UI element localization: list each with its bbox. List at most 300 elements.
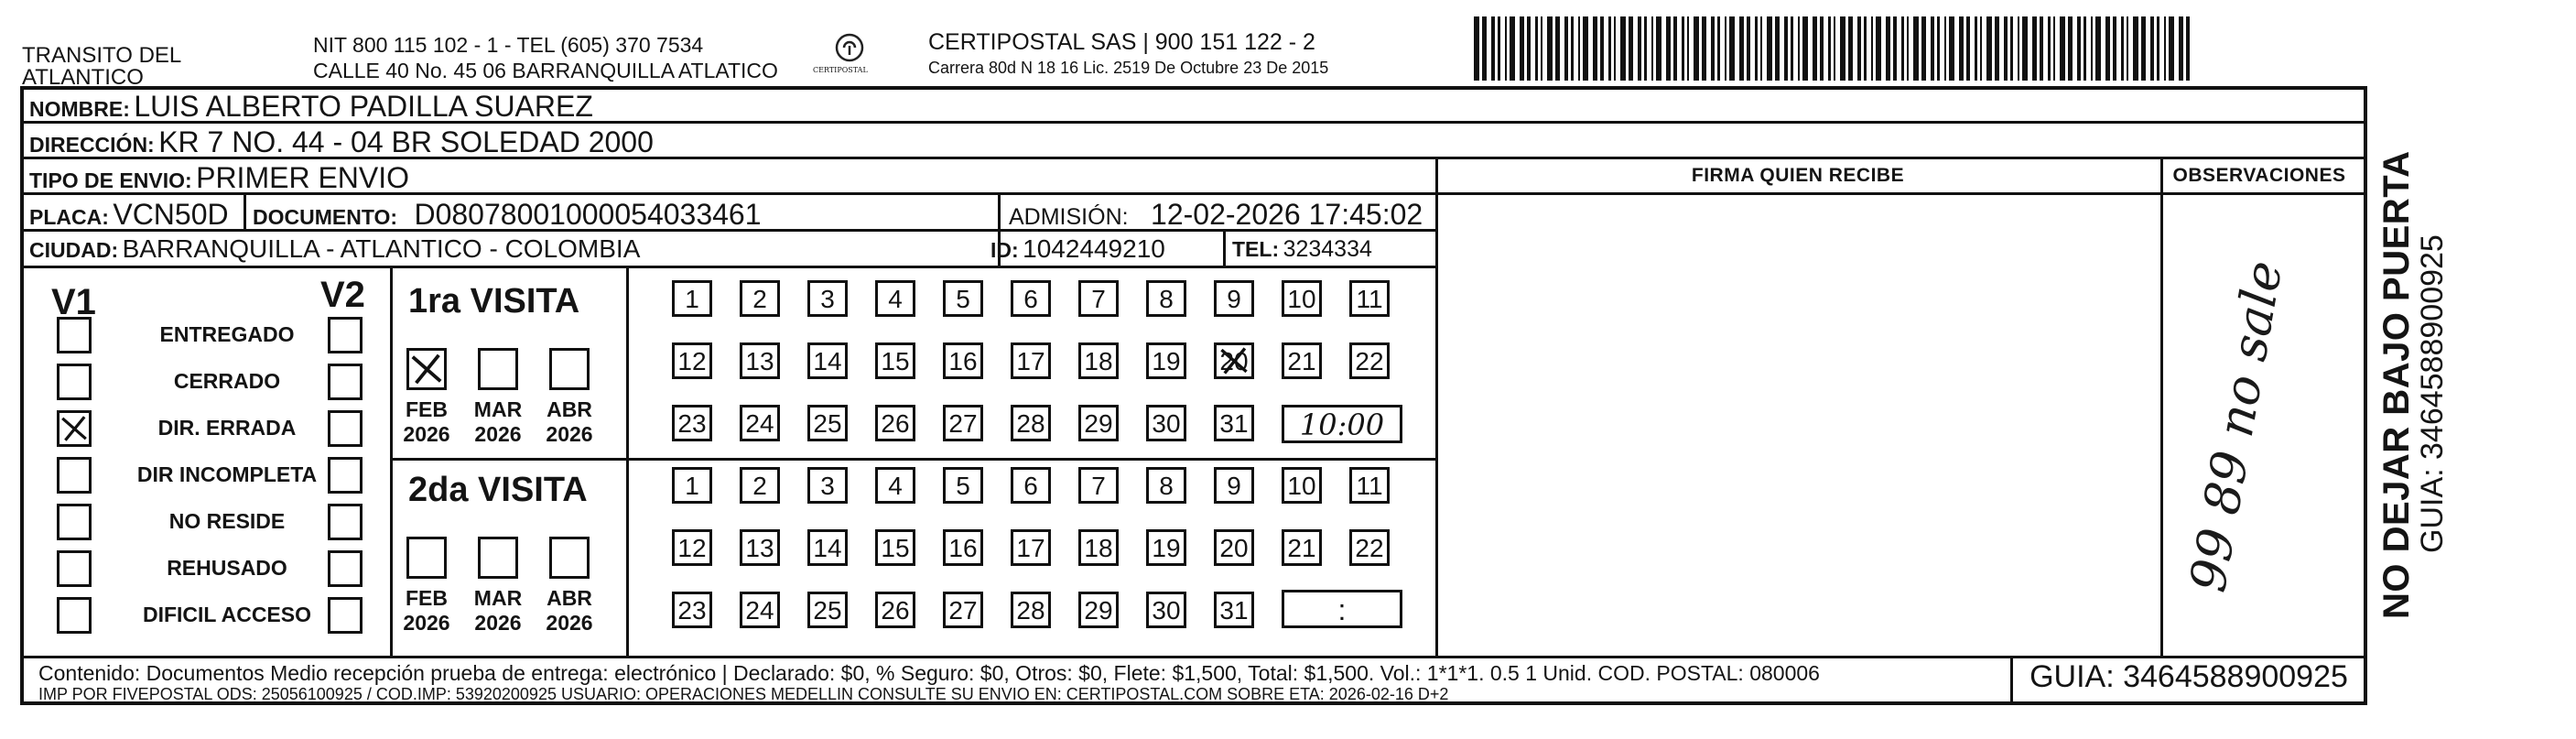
day-box[interactable] xyxy=(943,405,983,441)
day-box[interactable] xyxy=(1146,405,1186,441)
barcode-bar xyxy=(1966,16,1970,81)
barcode-bar xyxy=(1614,16,1616,81)
month-name: FEB xyxy=(406,397,448,421)
day-number: 23 xyxy=(677,409,707,438)
barcode-bar xyxy=(2157,16,2159,81)
barcode-bar xyxy=(1474,16,1479,81)
v1-checkbox[interactable] xyxy=(57,317,92,353)
barcode-bar xyxy=(1682,16,1684,81)
day-number: 3 xyxy=(820,472,835,500)
barcode-bar xyxy=(1578,16,1580,81)
reason-label: DIR. ERRADA xyxy=(157,416,297,440)
day-number: 14 xyxy=(813,347,842,375)
day-box[interactable] xyxy=(875,467,915,504)
barcode-bar xyxy=(1644,16,1647,81)
reason-label: NO RESIDE xyxy=(168,509,286,533)
barcode-bar xyxy=(1656,16,1661,81)
barcode-bar xyxy=(2068,16,2073,81)
id-label: ID: xyxy=(990,238,1019,262)
barcode-bar xyxy=(1651,16,1653,81)
month-year: 2026 xyxy=(403,422,450,446)
barcode-bar xyxy=(1949,16,1954,81)
side-guia: GUIA: 3464588900925 xyxy=(2415,234,2450,553)
no-dejar-bajo-puerta: NO DEJAR BAJO PUERTA xyxy=(2376,150,2417,619)
barcode-bar xyxy=(1510,16,1515,81)
documento-value: D08078001000054033461 xyxy=(414,198,762,231)
month-year: 2026 xyxy=(546,422,593,446)
v2-checkbox[interactable] xyxy=(328,504,363,540)
nombre-row xyxy=(29,90,593,124)
day-box[interactable] xyxy=(1011,405,1051,441)
day-number: 14 xyxy=(813,534,842,562)
day-number: 4 xyxy=(888,285,903,313)
barcode-bar xyxy=(2179,16,2183,81)
day-box[interactable] xyxy=(1349,280,1390,317)
barcode-bar xyxy=(1638,16,1641,81)
day-number: 16 xyxy=(948,347,978,375)
day-box[interactable] xyxy=(875,405,915,441)
barcode-bar xyxy=(1798,16,1800,81)
day-number: 6 xyxy=(1023,285,1038,313)
barcode-bar xyxy=(1505,16,1507,81)
day-box[interactable] xyxy=(1078,467,1119,504)
day-number: 22 xyxy=(1355,347,1384,375)
day-box[interactable] xyxy=(1011,467,1051,504)
barcode-bar xyxy=(1784,16,1788,81)
day-box[interactable] xyxy=(1011,280,1051,317)
day-box[interactable] xyxy=(875,529,915,566)
day-box[interactable] xyxy=(740,405,780,441)
footer-guia: GUIA: 3464588900925 xyxy=(2029,659,2348,694)
day-number: 7 xyxy=(1091,472,1106,500)
tipo-row xyxy=(29,161,409,195)
day-box[interactable] xyxy=(1214,467,1254,504)
barcode-bar xyxy=(2150,16,2154,81)
firma-header: FIRMA QUIEN RECIBE xyxy=(1691,165,1905,186)
day-box[interactable] xyxy=(1011,342,1051,379)
day-box[interactable] xyxy=(875,342,915,379)
second-visit-time[interactable] xyxy=(1282,590,1402,628)
barcode-bar xyxy=(1975,16,1977,81)
day-box[interactable] xyxy=(1214,592,1254,628)
tel-label: TEL: xyxy=(1232,237,1280,261)
day-box[interactable] xyxy=(1282,342,1322,379)
barcode-bar xyxy=(1986,16,1992,81)
month-label xyxy=(536,586,602,636)
month-checkbox[interactable] xyxy=(406,348,447,390)
barcode-bar xyxy=(1802,16,1808,81)
tipo-value: PRIMER ENVIO xyxy=(196,161,410,194)
barcode-bar xyxy=(1620,16,1626,81)
v1-checkbox[interactable] xyxy=(57,597,92,634)
first-visit-time[interactable] xyxy=(1282,405,1402,443)
barcode-bar xyxy=(1820,16,1824,81)
nombre-value: LUIS ALBERTO PADILLA SUAREZ xyxy=(134,90,593,123)
barcode-bar xyxy=(1864,16,1867,81)
barcode-bar xyxy=(1944,16,1946,81)
day-box[interactable] xyxy=(1011,592,1051,628)
barcode-bar xyxy=(2133,16,2138,81)
day-number: 28 xyxy=(1016,409,1045,438)
barcode-bar xyxy=(2077,16,2081,81)
day-box[interactable] xyxy=(1349,467,1390,504)
day-number: 9 xyxy=(1227,472,1241,500)
address-line: CALLE 40 No. 45 06 BARRANQUILLA ATLATICO xyxy=(313,59,778,82)
day-number: 27 xyxy=(948,409,978,438)
day-box[interactable] xyxy=(740,280,780,317)
v1-checkbox[interactable] xyxy=(57,410,92,447)
day-box[interactable] xyxy=(740,342,780,379)
barcode-bar xyxy=(1629,16,1633,81)
day-number: 28 xyxy=(1016,596,1045,625)
barcode-bar xyxy=(1571,16,1574,81)
v2-checkbox[interactable] xyxy=(328,550,363,587)
month-label xyxy=(465,586,531,636)
ciudad-label: CIUDAD: xyxy=(29,238,119,262)
day-number: 27 xyxy=(948,596,978,625)
barcode-bar xyxy=(2121,16,2124,81)
reason-label: DIR INCOMPLETA xyxy=(136,462,318,486)
day-box[interactable] xyxy=(740,529,780,566)
barcode-bar xyxy=(1694,16,1699,81)
barcode-bar xyxy=(1687,16,1689,81)
barcode-bar xyxy=(1840,16,1845,81)
day-number: 26 xyxy=(881,596,910,625)
day-number: 1 xyxy=(685,472,699,500)
month-checkbox[interactable] xyxy=(406,537,447,579)
barcode-bar xyxy=(1871,16,1873,81)
barcode-bar xyxy=(1717,16,1720,81)
barcode-bar xyxy=(2010,16,2013,81)
day-box[interactable] xyxy=(875,280,915,317)
barcode-bar xyxy=(1498,16,1500,81)
day-number: 12 xyxy=(677,534,707,562)
month-label xyxy=(394,586,460,636)
logo-icon xyxy=(826,31,873,68)
barcode-bar xyxy=(1520,16,1524,81)
day-number: 3 xyxy=(820,285,835,313)
day-box[interactable] xyxy=(672,467,712,504)
documento-label: DOCUMENTO: xyxy=(253,205,398,229)
barcode-bar xyxy=(1876,16,1881,81)
day-box[interactable] xyxy=(943,529,983,566)
day-box[interactable] xyxy=(1011,529,1051,566)
day-box[interactable] xyxy=(1146,342,1186,379)
day-box[interactable] xyxy=(807,280,848,317)
barcode-bar xyxy=(2022,16,2028,81)
day-box[interactable] xyxy=(672,405,712,441)
month-year: 2026 xyxy=(403,611,450,635)
day-box[interactable] xyxy=(807,529,848,566)
barcode-bar xyxy=(1547,16,1553,81)
v1-checkbox[interactable] xyxy=(57,550,92,587)
day-box[interactable] xyxy=(1282,529,1322,566)
barcode-bar xyxy=(2084,16,2086,81)
month-name: MAR xyxy=(473,586,523,610)
barcode-bar xyxy=(1555,16,1560,81)
placa-cell xyxy=(29,198,229,232)
id-cell xyxy=(990,234,1165,264)
observaciones-header: OBSERVACIONES xyxy=(2172,165,2346,186)
day-box[interactable] xyxy=(1078,280,1119,317)
day-number: 25 xyxy=(813,596,842,625)
day-number: 30 xyxy=(1152,596,1181,625)
barcode-bar xyxy=(2164,16,2166,81)
barcode-bar xyxy=(1725,16,1726,81)
nit-line: NIT 800 115 102 - 1 - TEL (605) 370 7534 xyxy=(313,33,704,57)
barcode-bar xyxy=(1666,16,1671,81)
placa-label: PLACA: xyxy=(29,205,109,229)
barcode-bar xyxy=(1541,16,1542,81)
ciudad-cell xyxy=(29,234,640,264)
day-box[interactable] xyxy=(1349,342,1390,379)
day-number: 1 xyxy=(685,285,699,313)
day-number: 8 xyxy=(1159,285,1174,313)
day-number: 13 xyxy=(745,534,774,562)
day-box[interactable] xyxy=(1214,342,1254,379)
day-number: 22 xyxy=(1355,534,1384,562)
barcode-bar xyxy=(2127,16,2128,81)
day-number: 15 xyxy=(881,347,910,375)
barcode-bar xyxy=(1834,16,1835,81)
day-number: 30 xyxy=(1152,409,1181,438)
barcode-bar xyxy=(1608,16,1611,81)
reason-label: CERRADO xyxy=(173,369,281,393)
barcode-bar xyxy=(1937,16,1940,81)
barcode-bar xyxy=(1593,16,1597,81)
day-number: 5 xyxy=(956,285,970,313)
direccion-value: KR 7 NO. 44 - 04 BR SOLEDAD 2000 xyxy=(158,125,654,158)
barcode-bar xyxy=(1857,16,1861,81)
day-number: 10 xyxy=(1287,285,1316,313)
barcode-bar xyxy=(1702,16,1706,81)
nombre-label: NOMBRE: xyxy=(29,97,130,121)
day-number: 7 xyxy=(1091,285,1106,313)
day-box[interactable] xyxy=(1146,280,1186,317)
day-number: 21 xyxy=(1287,347,1316,375)
day-number: 11 xyxy=(1356,472,1383,500)
reason-label: REHUSADO xyxy=(167,556,287,580)
barcode-bar xyxy=(2186,16,2190,81)
v2-title: V2 xyxy=(320,275,365,315)
month-checkbox[interactable] xyxy=(478,348,518,390)
day-number: 31 xyxy=(1219,409,1249,438)
v1-checkbox[interactable] xyxy=(57,364,92,400)
day-box[interactable] xyxy=(1214,280,1254,317)
month-label xyxy=(465,397,531,447)
barcode-bar xyxy=(1767,16,1772,81)
barcode-bar xyxy=(2105,16,2110,81)
footer-content-line: Contenido: Documentos Medio recepción prueba de entrega: electrónico | Declarado: $0, % Seguro: $0, Otros: $0, Flete: $1,500, Total: $1,500. Vol.: 1*1*1. 0.5 1 Unid. COD. POSTAL: 080006 xyxy=(38,661,1820,685)
barcode-bar xyxy=(2018,16,2019,81)
check-mark-icon xyxy=(60,413,89,444)
day-number: 29 xyxy=(1084,596,1113,625)
barcode-bar xyxy=(1729,16,1735,81)
admision-value: 12-02-2026 17:45:02 xyxy=(1151,198,1423,231)
barcode-bar xyxy=(2040,16,2043,81)
barcode-bar xyxy=(1755,16,1758,81)
barcode-bar xyxy=(1673,16,1677,81)
day-number: 24 xyxy=(745,409,774,438)
v2-checkbox[interactable] xyxy=(328,597,363,634)
day-number: 10 xyxy=(1287,472,1316,500)
barcode-bar xyxy=(1791,16,1793,81)
barcode-bar xyxy=(2032,16,2037,81)
tel-value: 3234334 xyxy=(1283,236,1372,262)
day-box[interactable] xyxy=(943,280,983,317)
org-name-line1: TRANSITO DEL xyxy=(22,43,182,68)
observation-handwriting: 99 89 no sale xyxy=(2179,256,2294,596)
day-box[interactable] xyxy=(1214,405,1254,441)
day-box[interactable] xyxy=(1146,592,1186,628)
documento-cell xyxy=(253,198,762,232)
barcode-bar xyxy=(1893,16,1897,81)
barcode-bar xyxy=(1482,16,1487,81)
barcode-bar xyxy=(1980,16,1982,81)
day-box[interactable] xyxy=(807,342,848,379)
v1-checkbox[interactable] xyxy=(57,504,92,540)
month-checkbox[interactable] xyxy=(549,537,590,579)
day-box[interactable] xyxy=(807,405,848,441)
day-number: 18 xyxy=(1084,534,1113,562)
v2-checkbox[interactable] xyxy=(328,410,363,447)
barcode-bar xyxy=(2048,16,2051,81)
tipo-label: TIPO DE ENVIO: xyxy=(29,168,192,192)
barcode-bar xyxy=(1711,16,1715,81)
first-visit-time-value: 10:00 xyxy=(1299,408,1385,442)
day-box[interactable] xyxy=(875,592,915,628)
day-box[interactable] xyxy=(672,280,712,317)
barcode-bar xyxy=(2060,16,2065,81)
barcode-bar xyxy=(1848,16,1853,81)
barcode-bar xyxy=(1739,16,1744,81)
month-checkbox[interactable] xyxy=(549,348,590,390)
day-box[interactable] xyxy=(1214,529,1254,566)
placa-value: VCN50D xyxy=(113,198,229,231)
barcode-bar xyxy=(1775,16,1780,81)
day-box[interactable] xyxy=(1282,280,1322,317)
day-box[interactable] xyxy=(1349,529,1390,566)
day-number: 9 xyxy=(1227,285,1241,313)
month-year: 2026 xyxy=(474,611,522,635)
barcode-bar xyxy=(1901,16,1904,81)
certipostal-logo xyxy=(813,31,873,79)
month-name: ABR xyxy=(547,586,592,610)
day-box[interactable] xyxy=(740,592,780,628)
barcode-bar xyxy=(1535,16,1538,81)
v2-checkbox[interactable] xyxy=(328,457,363,494)
month-year: 2026 xyxy=(474,422,522,446)
day-box[interactable] xyxy=(672,592,712,628)
day-box[interactable] xyxy=(1078,342,1119,379)
direccion-label: DIRECCIÓN: xyxy=(29,133,155,157)
company-line: CERTIPOSTAL SAS | 900 151 122 - 2 xyxy=(928,29,1315,55)
barcode-bar xyxy=(2053,16,2055,81)
day-number: 12 xyxy=(677,347,707,375)
barcode-bar xyxy=(1600,16,1604,81)
day-box[interactable] xyxy=(1282,467,1322,504)
v2-checkbox[interactable] xyxy=(328,364,363,400)
day-box[interactable] xyxy=(943,467,983,504)
day-box[interactable] xyxy=(943,342,983,379)
barcode-bar xyxy=(1907,16,1909,81)
day-number: 8 xyxy=(1159,472,1174,500)
day-number: 18 xyxy=(1084,347,1113,375)
day-box[interactable] xyxy=(1078,529,1119,566)
day-box[interactable] xyxy=(1146,529,1186,566)
barcode-bar xyxy=(1913,16,1919,81)
day-number: 16 xyxy=(948,534,978,562)
barcode-bar xyxy=(2113,16,2116,81)
day-number: 13 xyxy=(745,347,774,375)
month-checkbox[interactable] xyxy=(478,537,518,579)
day-box[interactable] xyxy=(1078,405,1119,441)
day-number: 5 xyxy=(956,472,970,500)
barcode-bar xyxy=(1921,16,1926,81)
v1-checkbox[interactable] xyxy=(57,457,92,494)
direccion-row xyxy=(29,125,654,159)
day-number: 19 xyxy=(1152,534,1181,562)
reason-label: ENTREGADO xyxy=(159,322,295,346)
first-visit-title: 1ra VISITA xyxy=(408,282,580,321)
barcode-bar xyxy=(1747,16,1750,81)
month-name: FEB xyxy=(406,586,448,610)
barcode-bar xyxy=(1564,16,1568,81)
barcode xyxy=(1474,16,2190,81)
day-number: 24 xyxy=(745,596,774,625)
barcode-bar xyxy=(1931,16,1934,81)
admision-label: ADMISIÓN: xyxy=(1009,204,1129,230)
barcode-bar xyxy=(2004,16,2008,81)
day-box[interactable] xyxy=(1078,592,1119,628)
day-number: 26 xyxy=(881,409,910,438)
footer-imp-line: IMP POR FIVEPOSTAL ODS: 25056100925 / COD.IMP: 53920200925 USUARIO: OPERACIONES MEDELLIN CONSULTE SU ENVIO EN: CERTIPOSTAL.COM SOBRE ETA: 2026-02-16 D+2 xyxy=(38,685,1449,703)
day-number: 11 xyxy=(1356,285,1383,313)
day-number: 20 xyxy=(1219,534,1249,562)
barcode-bar xyxy=(2091,16,2093,81)
barcode-bar xyxy=(2141,16,2146,81)
barcode-bar xyxy=(2169,16,2174,81)
check-mark-icon xyxy=(1217,345,1251,376)
day-box[interactable] xyxy=(1146,467,1186,504)
day-box[interactable] xyxy=(807,592,848,628)
day-number: 29 xyxy=(1084,409,1113,438)
day-box[interactable] xyxy=(943,592,983,628)
day-number: 20 xyxy=(1219,347,1249,375)
barcode-bar xyxy=(1583,16,1588,81)
logo-text: CERTIPOSTAL xyxy=(813,66,868,74)
day-number: 6 xyxy=(1023,472,1038,500)
month-name: ABR xyxy=(547,397,592,421)
day-box[interactable] xyxy=(672,342,712,379)
tel-cell xyxy=(1232,236,1372,263)
org-name-line2: ATLANTICO xyxy=(22,65,144,90)
day-number: 21 xyxy=(1287,534,1316,562)
reason-label: DIFICIL ACCESO xyxy=(142,603,311,626)
day-number: 2 xyxy=(752,285,767,313)
barcode-bar xyxy=(1527,16,1531,81)
day-box[interactable] xyxy=(740,467,780,504)
day-number: 31 xyxy=(1219,596,1249,625)
day-box[interactable] xyxy=(672,529,712,566)
second-visit-time-value: : xyxy=(1337,593,1347,626)
day-box[interactable] xyxy=(807,467,848,504)
month-label xyxy=(394,397,460,447)
v2-checkbox[interactable] xyxy=(328,317,363,353)
barcode-bar xyxy=(1959,16,1964,81)
day-number: 2 xyxy=(752,472,767,500)
barcode-bar xyxy=(1491,16,1495,81)
